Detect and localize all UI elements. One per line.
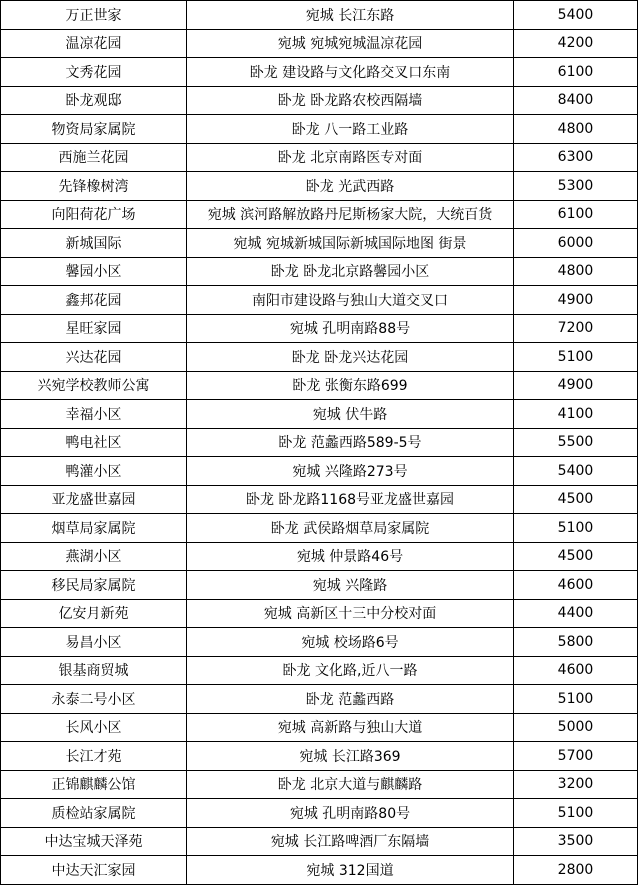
address-cell: 宛城 宛城新城国际新城国际地图 街景 [187,229,514,258]
address-cell: 宛城 宛城宛城温凉花园 [187,29,514,58]
address-cell: 宛城 高新区十三中分校对面 [187,599,514,628]
table-row [1,29,638,58]
table-row [1,86,638,115]
address-cell: 卧龙 张衡东路699 [187,371,514,400]
community-name-cell: 中达天汇家园 [1,856,187,885]
table-row [1,257,638,286]
address-cell: 宛城 校场路6号 [187,628,514,657]
community-name-cell: 鸭灌小区 [1,457,187,486]
price-cell: 4100 [514,400,638,429]
address-cell: 卧龙 光武西路 [187,172,514,201]
address-cell: 卧龙 建设路与文化路交叉口东南 [187,58,514,87]
table-row [1,371,638,400]
community-name-cell: 长风小区 [1,713,187,742]
address-cell: 宛城 孔明南路80号 [187,799,514,828]
address-cell: 卧龙 卧龙北京路馨园小区 [187,257,514,286]
community-name-cell: 燕湖小区 [1,542,187,571]
community-name-cell: 卧龙观邸 [1,86,187,115]
address-cell: 卧龙 卧龙路1168号亚龙盛世嘉园 [187,485,514,514]
address-cell: 宛城 仲景路46号 [187,542,514,571]
table-row [1,58,638,87]
table-row [1,514,638,543]
price-cell: 6300 [514,143,638,172]
community-name-cell: 先锋橡树湾 [1,172,187,201]
table-row [1,628,638,657]
address-cell: 卧龙 文化路,近八一路 [187,656,514,685]
price-cell: 6000 [514,229,638,258]
community-name-cell: 兴达花园 [1,343,187,372]
address-cell: 卧龙 卧龙兴达花园 [187,343,514,372]
community-name-cell: 向阳荷花广场 [1,200,187,229]
price-cell: 8400 [514,86,638,115]
community-name-cell: 烟草局家属院 [1,514,187,543]
address-cell: 卧龙 范蠡西路589-5号 [187,428,514,457]
community-name-cell: 幸福小区 [1,400,187,429]
address-cell: 宛城 长江路啤酒厂东隔墙 [187,827,514,856]
address-cell: 卧龙 八一路工业路 [187,115,514,144]
table-row [1,172,638,201]
price-cell: 6100 [514,200,638,229]
table-row [1,115,638,144]
table-row [1,656,638,685]
price-cell: 5100 [514,343,638,372]
address-cell: 宛城 312国道 [187,856,514,885]
table-row [1,143,638,172]
table-row [1,571,638,600]
table-row [1,713,638,742]
community-name-cell: 馨园小区 [1,257,187,286]
table-row [1,742,638,771]
price-cell: 5800 [514,628,638,657]
community-name-cell: 永泰二号小区 [1,685,187,714]
price-cell: 3200 [514,770,638,799]
table-row [1,314,638,343]
community-name-cell: 质检站家属院 [1,799,187,828]
price-cell: 7200 [514,314,638,343]
community-name-cell: 温凉花园 [1,29,187,58]
community-name-cell: 物资局家属院 [1,115,187,144]
community-name-cell: 鑫邦花园 [1,286,187,315]
table-row [1,1,638,30]
price-cell: 5100 [514,514,638,543]
address-cell: 宛城 兴隆路 [187,571,514,600]
table-row [1,343,638,372]
community-name-cell: 兴宛学校教师公寓 [1,371,187,400]
address-cell: 宛城 伏牛路 [187,400,514,429]
address-cell: 宛城 长江东路 [187,1,514,30]
price-cell: 5100 [514,799,638,828]
community-name-cell: 长江才苑 [1,742,187,771]
price-cell: 4200 [514,29,638,58]
price-cell: 4500 [514,542,638,571]
address-cell: 卧龙 北京南路医专对面 [187,143,514,172]
price-cell: 4400 [514,599,638,628]
address-cell: 宛城 高新路与独山大道 [187,713,514,742]
address-cell: 卧龙 武侯路烟草局家属院 [187,514,514,543]
table-row [1,856,638,885]
price-cell: 5100 [514,685,638,714]
price-cell: 4600 [514,571,638,600]
price-cell: 5400 [514,1,638,30]
table-row [1,770,638,799]
community-name-cell: 易昌小区 [1,628,187,657]
table-body [1,1,638,885]
table-row [1,200,638,229]
price-cell: 5300 [514,172,638,201]
table-row [1,685,638,714]
community-name-cell: 万正世家 [1,1,187,30]
table-row [1,485,638,514]
price-cell: 3500 [514,827,638,856]
address-cell: 南阳市建设路与独山大道交叉口 [187,286,514,315]
table-row [1,229,638,258]
community-name-cell: 星旺家园 [1,314,187,343]
community-name-cell: 新城国际 [1,229,187,258]
address-cell: 宛城 孔明南路88号 [187,314,514,343]
community-name-cell: 移民局家属院 [1,571,187,600]
price-cell: 5400 [514,457,638,486]
community-name-cell: 亿安月新苑 [1,599,187,628]
address-cell: 宛城 滨河路解放路丹尼斯杨家大院，大统百货 [187,200,514,229]
table-row [1,799,638,828]
price-cell: 4500 [514,485,638,514]
price-cell: 4900 [514,371,638,400]
table-row [1,400,638,429]
table-row [1,599,638,628]
table-row [1,457,638,486]
community-name-cell: 鸭电社区 [1,428,187,457]
price-cell: 4600 [514,656,638,685]
price-cell: 2800 [514,856,638,885]
community-name-cell: 亚龙盛世嘉园 [1,485,187,514]
community-name-cell: 正锦麒麟公馆 [1,770,187,799]
table-row [1,542,638,571]
price-cell: 5700 [514,742,638,771]
address-cell: 卧龙 北京大道与麒麟路 [187,770,514,799]
table-row [1,286,638,315]
address-cell: 宛城 长江路369 [187,742,514,771]
price-cell: 5000 [514,713,638,742]
price-cell: 4800 [514,257,638,286]
price-cell: 4900 [514,286,638,315]
price-cell: 5500 [514,428,638,457]
table-row [1,827,638,856]
table-row [1,428,638,457]
price-cell: 6100 [514,58,638,87]
address-cell: 卧龙 范蠡西路 [187,685,514,714]
price-cell: 4800 [514,115,638,144]
community-name-cell: 中达宝城天泽苑 [1,827,187,856]
community-name-cell: 文秀花园 [1,58,187,87]
address-cell: 宛城 兴隆路273号 [187,457,514,486]
community-name-cell: 西施兰花园 [1,143,187,172]
address-cell: 卧龙 卧龙路农校西隔墙 [187,86,514,115]
community-name-cell: 银基商贸城 [1,656,187,685]
